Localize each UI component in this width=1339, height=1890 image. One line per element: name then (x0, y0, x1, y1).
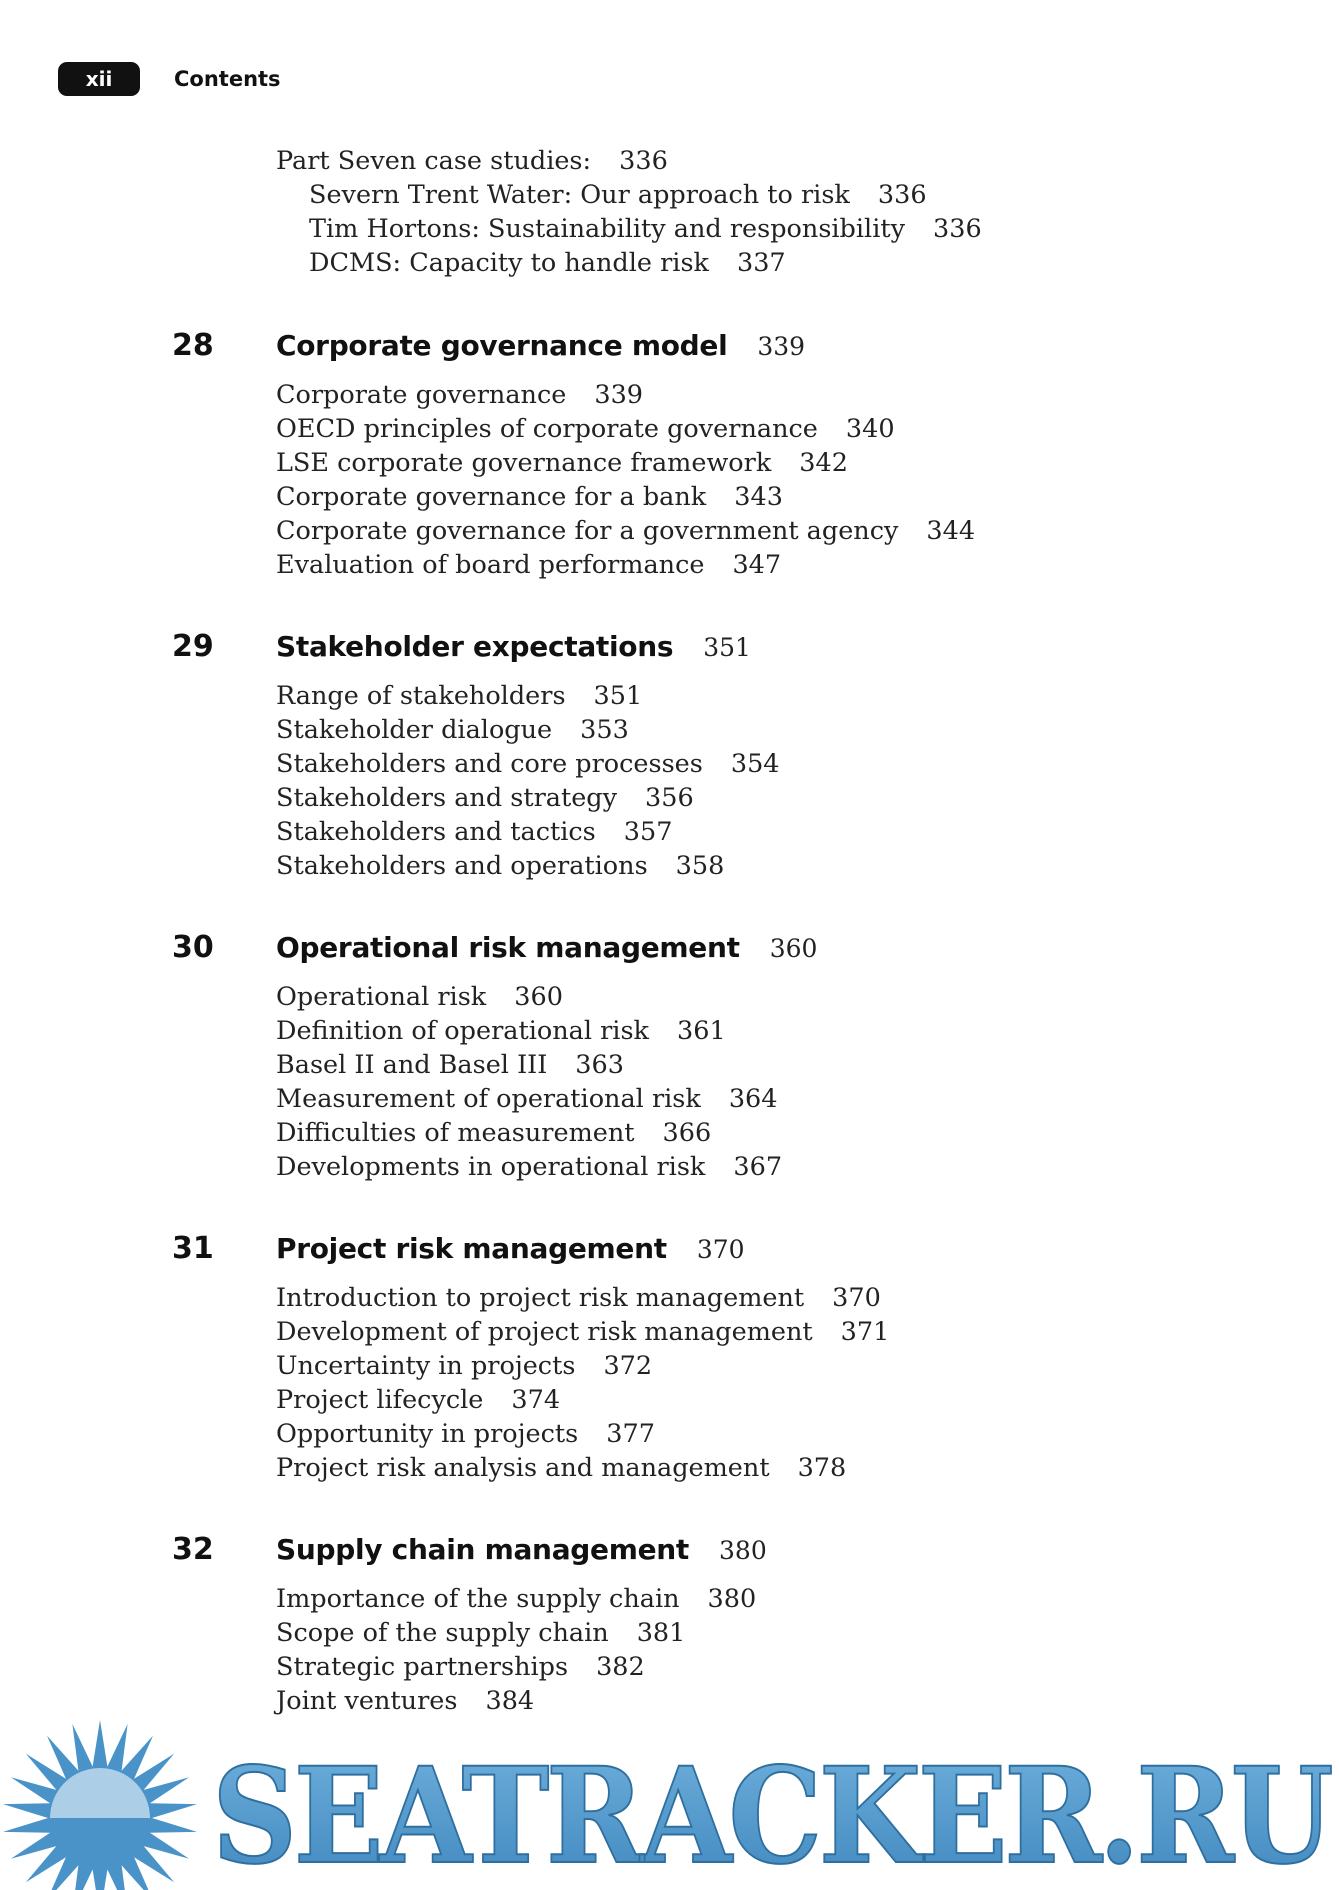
entry-title: Difficulties of measurement (276, 1118, 635, 1148)
chapter-page: 351 (703, 633, 751, 662)
toc-entry[interactable] (276, 679, 780, 713)
entry-page: 357 (623, 817, 673, 847)
entry-title: Basel II and Basel III (276, 1050, 548, 1080)
entry-title: OECD principles of corporate governance (276, 414, 818, 444)
entry-title: Corporate governance for a bank (276, 482, 707, 512)
chapter-title: Project risk management (276, 1232, 667, 1265)
entry-page: 363 (575, 1050, 624, 1080)
chapter-number: 30 (172, 930, 214, 965)
chapter-title: Operational risk management (276, 931, 740, 964)
toc-entry[interactable] (276, 548, 975, 582)
entry-title: Introduction to project risk management (276, 1283, 805, 1313)
toc-entry[interactable] (276, 212, 982, 246)
entry-title: Definition of operational risk (276, 1016, 649, 1046)
entry-page: 353 (580, 715, 629, 745)
chapter-number: 28 (172, 328, 214, 363)
entry-title: Stakeholders and operations (276, 851, 648, 881)
entry-page: 354 (730, 749, 780, 779)
entry-title: Opportunity in projects (276, 1419, 579, 1449)
chapter-heading[interactable] (276, 1530, 767, 1574)
entry-page: 340 (845, 414, 895, 444)
entry-title: Stakeholders and strategy (276, 783, 618, 813)
entry-page: 364 (728, 1084, 778, 1114)
toc-entry[interactable] (276, 1281, 889, 1315)
entry-page: 361 (677, 1016, 726, 1046)
entry-title: Strategic partnerships (276, 1652, 569, 1682)
entry-title: Developments in operational risk (276, 1152, 706, 1182)
entry-page: 360 (514, 982, 563, 1012)
chapter-heading[interactable] (276, 326, 805, 370)
toc-entry[interactable] (276, 1315, 889, 1349)
chapter-entries (276, 1582, 756, 1718)
toc-entry[interactable] (276, 446, 975, 480)
entry-title: Project lifecycle (276, 1385, 484, 1415)
entry-title: Evaluation of board performance (276, 550, 705, 580)
toc-entry[interactable] (276, 1616, 756, 1650)
toc-entry[interactable] (276, 1349, 889, 1383)
toc-entry[interactable] (276, 1650, 756, 1684)
entry-title: Part Seven case studies: (276, 146, 592, 176)
toc-entry[interactable] (276, 378, 975, 412)
toc-entry[interactable] (276, 781, 780, 815)
chapter-entries (276, 378, 975, 582)
entry-page: 343 (734, 482, 783, 512)
chapter-page: 360 (769, 934, 818, 963)
entry-page: 384 (485, 1686, 535, 1716)
chapter-page: 380 (719, 1536, 767, 1565)
entry-page: 372 (603, 1351, 653, 1381)
entry-page: 371 (840, 1317, 890, 1347)
entry-title: Stakeholders and tactics (276, 817, 596, 847)
chapter-heading[interactable] (276, 627, 751, 671)
entry-title: Importance of the supply chain (276, 1584, 680, 1614)
entry-page: 342 (799, 448, 848, 478)
entry-title: Project risk analysis and management (276, 1453, 770, 1483)
toc-entry[interactable] (276, 815, 780, 849)
entry-title: Measurement of operational risk (276, 1084, 701, 1114)
sun-icon (3, 1720, 197, 1890)
toc-entry[interactable] (276, 980, 782, 1014)
entry-page: 339 (594, 380, 644, 410)
entry-page: 381 (636, 1618, 686, 1648)
chapter-page: 339 (757, 332, 806, 361)
entry-page: 374 (511, 1385, 561, 1415)
entry-page: 377 (606, 1419, 655, 1449)
chapter-heading[interactable] (276, 928, 817, 972)
entry-title: Corporate governance for a government agency (276, 516, 899, 546)
chapter-number: 29 (172, 629, 214, 664)
toc-entry[interactable] (276, 1014, 782, 1048)
entry-page: 366 (662, 1118, 712, 1148)
entry-page: 336 (619, 146, 668, 176)
chapter-title: Stakeholder expectations (276, 630, 674, 663)
entry-title: DCMS: Capacity to handle risk (309, 248, 709, 278)
entry-title: Development of project risk management (276, 1317, 813, 1347)
entry-title: LSE corporate governance framework (276, 448, 772, 478)
entry-page: 367 (733, 1152, 783, 1182)
entry-page: 356 (645, 783, 694, 813)
watermark-logo (0, 1700, 1339, 1890)
entry-title: Joint ventures (276, 1686, 458, 1716)
case-studies-block (276, 144, 982, 280)
toc-entry[interactable] (276, 1116, 782, 1150)
toc-entry[interactable] (276, 514, 975, 548)
entry-page: 380 (707, 1584, 757, 1614)
toc-entry[interactable] (276, 412, 975, 446)
entry-title: Stakeholders and core processes (276, 749, 703, 779)
toc-entry[interactable] (276, 1417, 889, 1451)
chapter-number: 31 (172, 1231, 214, 1266)
toc-entry[interactable] (276, 1082, 782, 1116)
toc-entry[interactable] (276, 1150, 782, 1184)
entry-page: 382 (596, 1652, 645, 1682)
chapter-number: 32 (172, 1532, 214, 1567)
chapter-title: Corporate governance model (276, 329, 728, 362)
entry-title: Scope of the supply chain (276, 1618, 609, 1648)
toc-entry[interactable] (276, 1048, 782, 1082)
toc-entry[interactable] (276, 713, 780, 747)
toc-entry[interactable] (276, 1383, 889, 1417)
entry-title: Tim Hortons: Sustainability and responsibility (309, 214, 906, 244)
entry-page: 337 (736, 248, 786, 278)
entry-page: 378 (797, 1453, 847, 1483)
toc-entry[interactable] (276, 1582, 756, 1616)
toc-entry[interactable] (276, 480, 975, 514)
chapter-entries (276, 1281, 889, 1485)
running-title: Contents (174, 67, 281, 91)
entry-title: Corporate governance (276, 380, 567, 410)
chapter-entries (276, 980, 782, 1184)
entry-page: 336 (877, 180, 927, 210)
page-folio: xii (58, 62, 140, 96)
toc-entry[interactable] (276, 849, 780, 883)
toc-entry[interactable] (276, 747, 780, 781)
entry-page: 344 (926, 516, 976, 546)
entry-title: Uncertainty in projects (276, 1351, 576, 1381)
chapter-heading[interactable] (276, 1229, 745, 1273)
running-head (58, 62, 281, 96)
toc-entry[interactable] (276, 246, 982, 280)
chapter-page: 370 (696, 1235, 745, 1264)
chapter-title: Supply chain management (276, 1533, 690, 1566)
toc-entry[interactable] (276, 1451, 889, 1485)
entry-page: 351 (593, 681, 643, 711)
entry-page: 358 (675, 851, 725, 881)
entry-title: Operational risk (276, 982, 487, 1012)
chapter-entries (276, 679, 780, 883)
entry-page: 336 (933, 214, 982, 244)
entry-page: 370 (832, 1283, 881, 1313)
entry-page: 347 (732, 550, 782, 580)
entry-title: Severn Trent Water: Our approach to risk (309, 180, 850, 210)
entry-title: Range of stakeholders (276, 681, 566, 711)
watermark-text: SEATRACKER.RU (212, 1739, 1332, 1890)
toc-entry[interactable] (276, 144, 982, 178)
entry-title: Stakeholder dialogue (276, 715, 553, 745)
toc-entry[interactable] (276, 178, 982, 212)
